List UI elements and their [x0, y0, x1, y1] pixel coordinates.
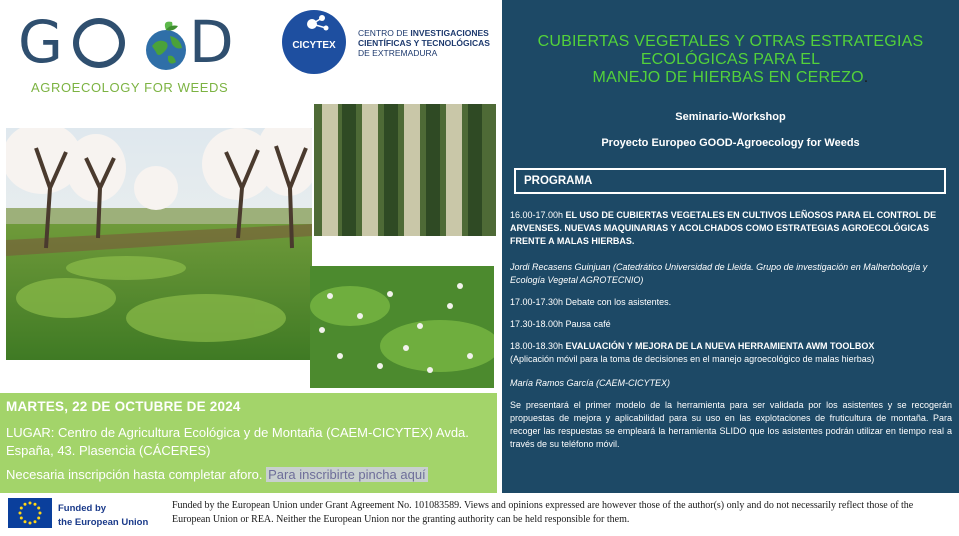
- globe-icon: [140, 20, 192, 72]
- program-item-2: 17.00-17.30h Debate con los asistentes.: [510, 297, 672, 307]
- wildflower-cover-photo: [310, 266, 494, 388]
- event-title: CUBIERTAS VEGETALES Y OTRAS ESTRATEGIAS ECOLÓGICAS PARA EL MANEJO DE HIERBAS EN CEREZO.: [537, 33, 924, 86]
- funding-disclaimer: Funded by the European Union under Grant Agreement No. 101083589. Views and opinions expressed are however those of the author(s) only and do not necessarily reflect those of the European Union or REA. Neither the European Union nor the granting authority can be held responsible for them.: [172, 500, 914, 525]
- program-panel: [502, 0, 959, 493]
- event-date: MARTES, 22 DE OCTUBRE DE 2024: [6, 399, 241, 414]
- good-subtitle: AGROECOLOGY FOR WEEDS: [31, 80, 229, 95]
- cicytex-emblem: [282, 10, 346, 74]
- cherry-orchard-photo: [6, 128, 312, 360]
- registration-note: Necesaria inscripción hasta completar aforo. Para inscribirte pincha aquí: [6, 467, 426, 482]
- program-item-1: 16.00-17.00h EL USO DE CUBIERTAS VEGETALES EN CULTIVOS LEÑOSOS PARA EL CONTROL DE ARVENSES. NUEVAS MAQUINARIAS Y ACOLCHADOS COMO ESTRATEGIAS AGROECOLÓGICAS FRENTE A MALAS HIERBAS.: [510, 210, 937, 246]
- planted-rows-photo: [314, 104, 496, 236]
- registration-link[interactable]: Para inscribirte pincha aquí: [268, 467, 426, 482]
- program-speaker-2: María Ramos García (CAEM-CICYTEX): [510, 378, 671, 388]
- cicytex-logo: [282, 10, 492, 74]
- cicytex-name: CICYTEX: [292, 40, 336, 51]
- good-wordmark: [18, 10, 240, 74]
- event-info-box: [0, 393, 497, 493]
- event-type: Seminario-Workshop: [675, 111, 786, 123]
- program-description: Se presentará el primer modelo de la herramienta para ser validada por los asistentes y se recogerán propuestas de mejora y aplicabilidad para su uso en las explotaciones de fruticultura de montaña. Para recoger las respuestas se empleará la herramienta SLIDO que los asistentes podrán utilizar en tiempo real a través de su teléfono móvil.: [510, 400, 952, 449]
- eu-flag-icon: [8, 498, 52, 528]
- program-speaker-1: Jordi Recasens Guinjuan (Catedrático Universidad de Lleida. Grupo de investigación en Malherbología y Ecología Vegetal AGROTECNIO): [510, 262, 928, 285]
- good-letter-o-1: [73, 18, 125, 68]
- good-logo: [18, 10, 258, 96]
- program-item-3: 17.30-18.00h Pausa café: [510, 319, 611, 329]
- cicytex-fullname: CENTRO DE INVESTIGACIONES CIENTÍFICAS Y TECNOLÓGICAS DE EXTREMADURA: [358, 28, 490, 58]
- good-letter-g: G: [18, 8, 69, 76]
- molecule-icon: [282, 12, 346, 42]
- project-name: Proyecto Europeo GOOD-Agroecology for Weeds: [601, 137, 860, 149]
- program-item-4: 18.00-18.30h EVALUACIÓN Y MEJORA DE LA NUEVA HERRAMIENTA AWM TOOLBOX (Aplicación móvil para la toma de decisiones en el manejo agroecológico de malas hierbas): [510, 341, 875, 364]
- good-letter-d: D: [188, 8, 240, 76]
- programa-heading: PROGRAMA: [514, 168, 946, 194]
- eu-funding-label: Funded by the European Union: [58, 503, 149, 528]
- event-location: LUGAR: Centro de Agricultura Ecológica y de Montaña (CAEM-CICYTEX) Avda. España, 43. Plasencia (CÁCERES): [6, 425, 469, 458]
